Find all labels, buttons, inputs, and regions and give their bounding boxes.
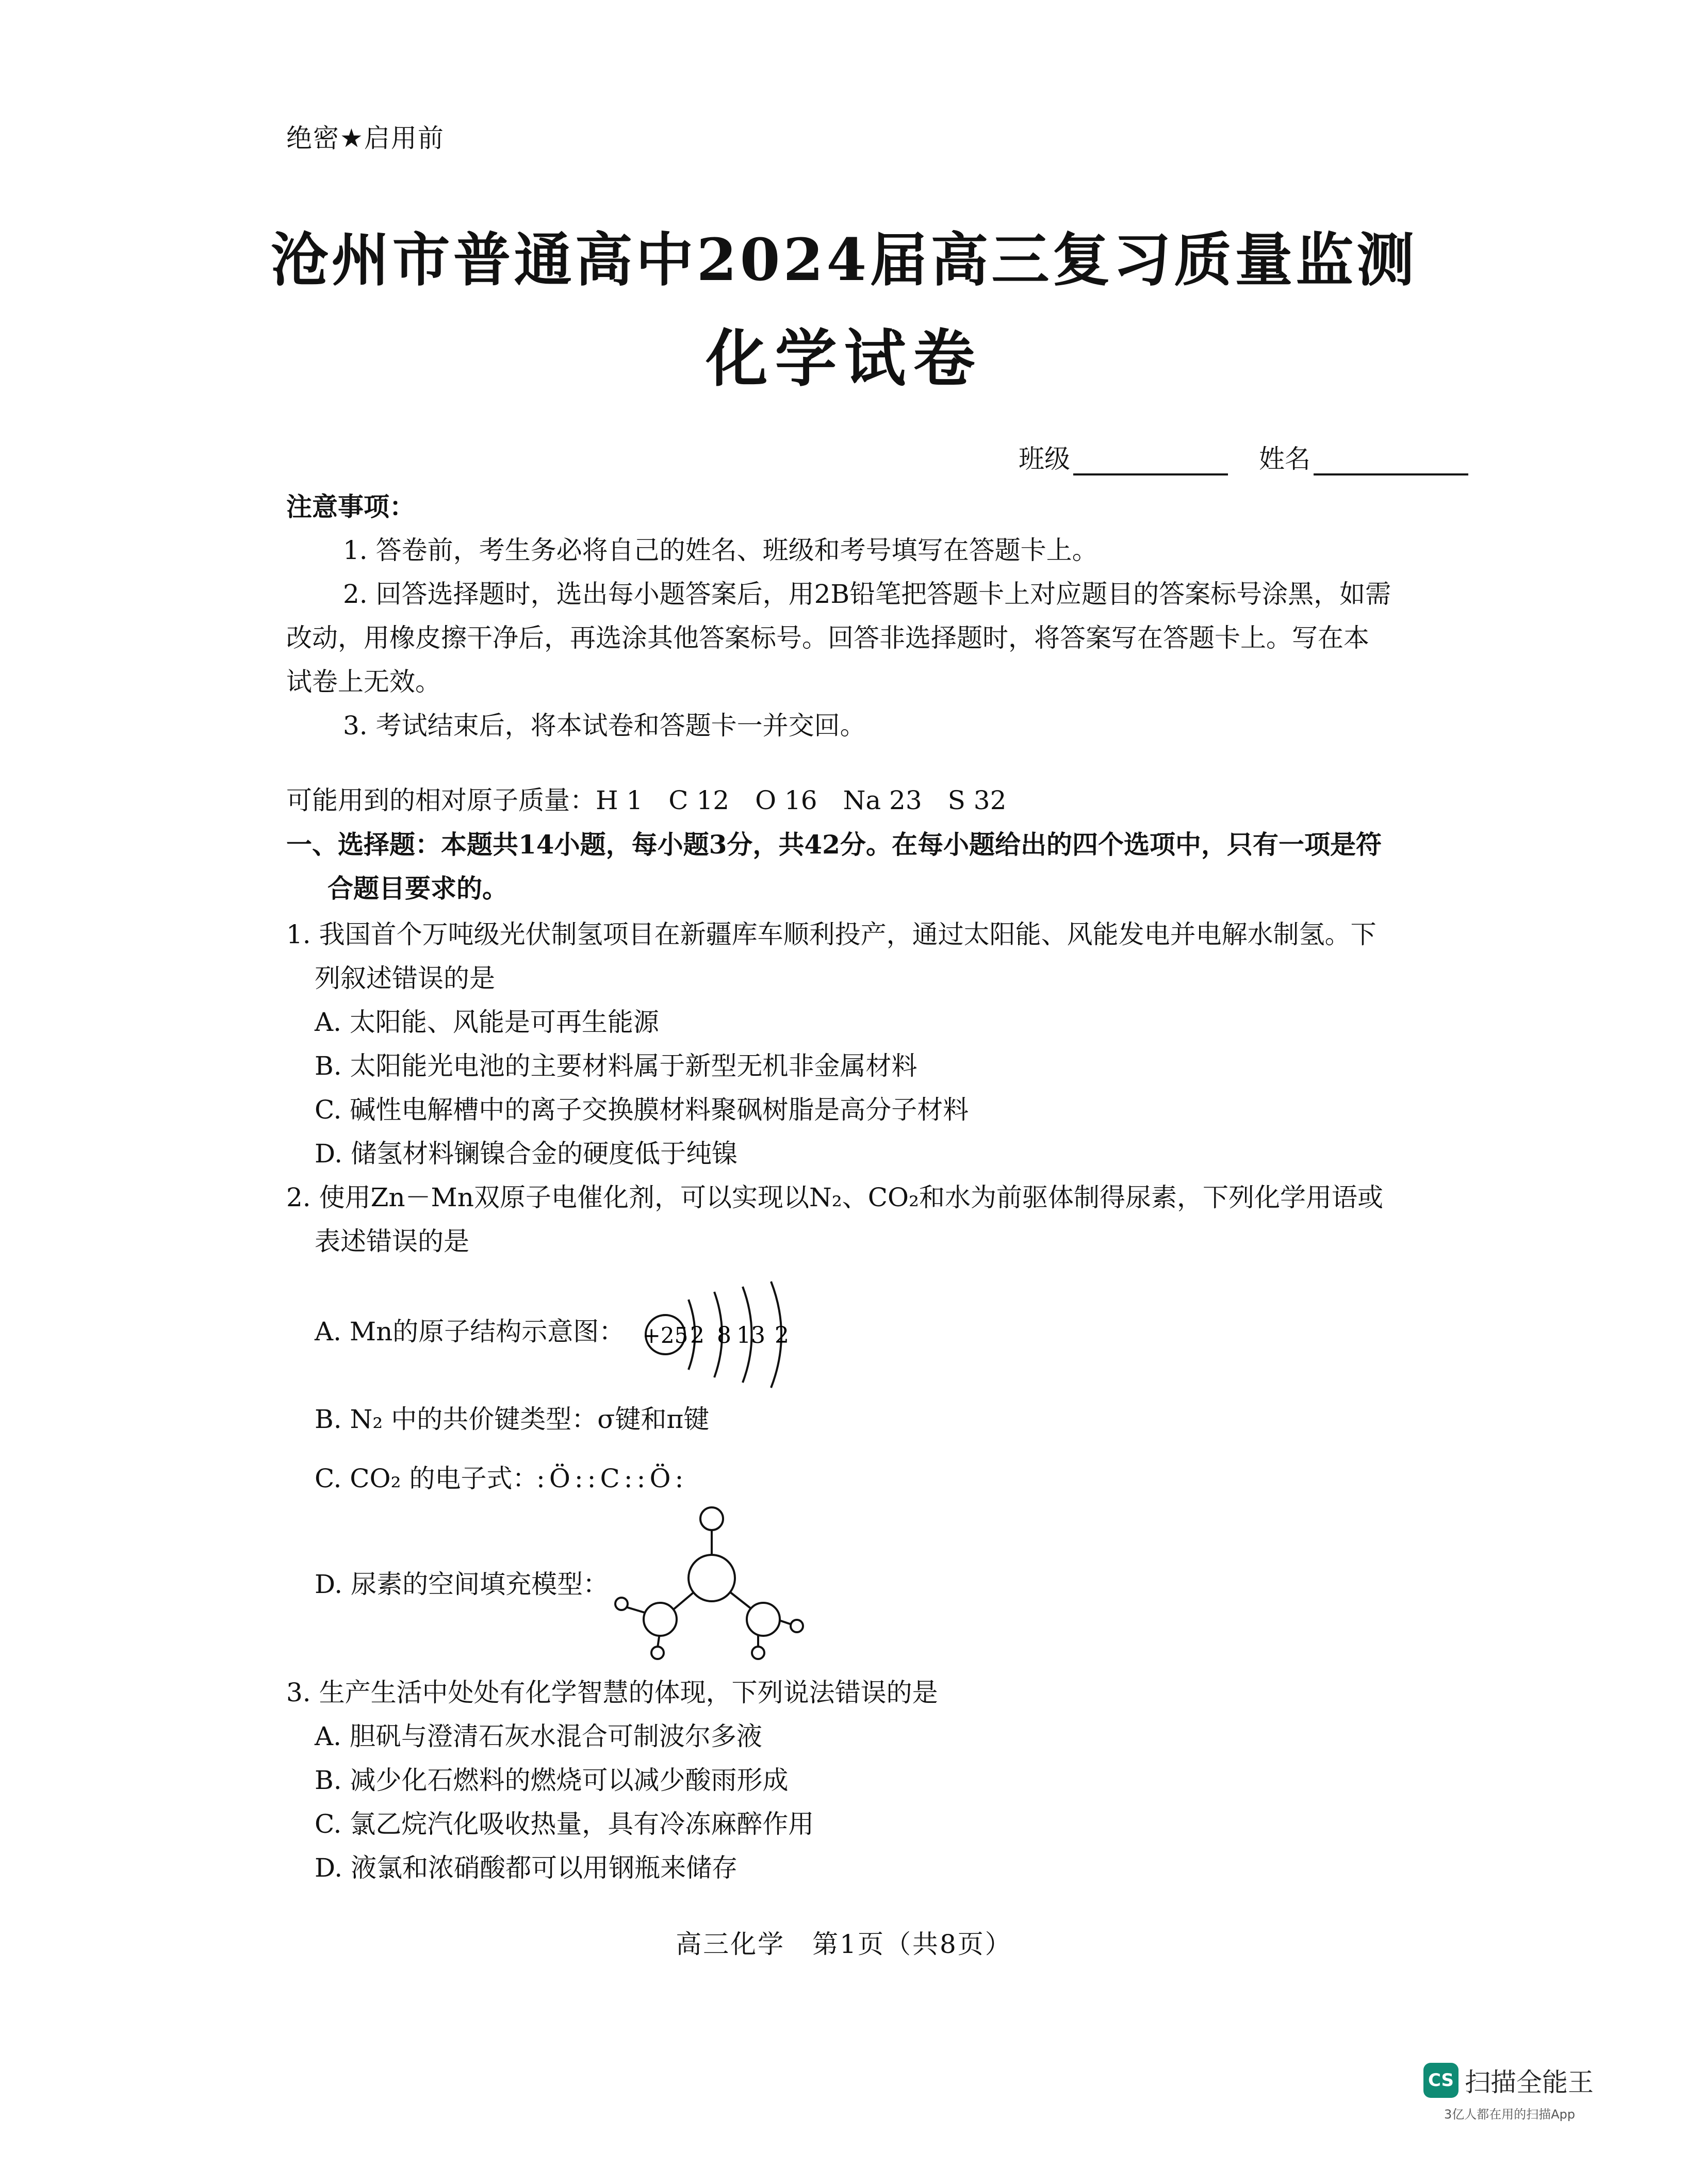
scanner-logo-icon: CS: [1423, 2063, 1458, 2098]
scanner-tagline: 3亿人都在用的扫描App: [1444, 2107, 1576, 2122]
scanner-watermark: [1423, 2062, 1594, 2099]
mn-atomic-structure-diagram: [640, 1274, 805, 1398]
notice-item: 改动，用橡皮擦干净后，再选涂其他答案标号。回答非选择题时，将答案写在答题卡上。写在本: [286, 623, 1369, 653]
question-2-option-b: B. N₂ 中的共价键类型：σ键和π键: [315, 1404, 710, 1434]
question-3-stem: 3. 生产生活中处处有化学智慧的体现，下列说法错误的是: [286, 1678, 938, 1707]
hydrogen-atom: [791, 1620, 803, 1632]
co2-electron-formula: :Ö::C::Ö:: [536, 1464, 688, 1493]
question-1-stem-cont: 列叙述错误的是: [315, 963, 495, 993]
hydrogen-atom: [752, 1647, 764, 1659]
nitrogen-atom-right: [747, 1603, 780, 1636]
question-1-option-d: D. 储氢材料镧镍合金的硬度低于纯镍: [315, 1139, 738, 1169]
section-heading: 一、选择题：本题共14小题，每小题3分，共42分。在每小题给出的四个选项中，只有一项是符: [286, 829, 1382, 860]
question-3-option-d: D. 液氯和浓硝酸都可以用钢瓶来储存: [315, 1853, 738, 1883]
carbon-atom: [689, 1555, 735, 1601]
question-1-option-a: A. 太阳能、风能是可再生能源: [315, 1007, 659, 1037]
question-2-option-a: A. Mn的原子结构示意图：: [315, 1317, 625, 1346]
exam-subtitle: 化学试卷: [706, 322, 982, 395]
notice-item: 试卷上无效。: [286, 667, 441, 697]
name-blank: [1314, 448, 1468, 475]
urea-space-filling-model: [609, 1501, 815, 1666]
student-info-fields: [1019, 438, 1499, 475]
confidential-mark: 绝密★启用前: [286, 123, 445, 153]
class-label: 班级: [1019, 444, 1070, 474]
section-heading-cont: 合题目要求的。: [327, 873, 508, 904]
exam-title: 沧州市普通高中2024届高三复习质量监测: [270, 226, 1418, 294]
nitrogen-atom-left: [644, 1603, 677, 1636]
notice-item: 1. 答卷前，考生务必将自己的姓名、班级和考号填写在答题卡上。: [343, 535, 1098, 565]
atomic-masses: 可能用到的相对原子质量：H 1 C 12 O 16 Na 23 S 32: [286, 785, 1007, 815]
notice-heading: 注意事项：: [286, 491, 415, 522]
question-1-option-c: C. 碱性电解槽中的离子交换膜材料聚砜树脂是高分子材料: [315, 1095, 969, 1125]
class-blank: [1073, 448, 1228, 475]
question-2-stem: 2. 使用Zn－Mn双原子电催化剂，可以实现以N₂、CO₂和水为前驱体制得尿素，下列化学用语或: [286, 1183, 1384, 1212]
shell-electrons-4: 2: [775, 1322, 789, 1349]
question-3-option-c: C. 氯乙烷汽化吸收热量，具有冷冻麻醉作用: [315, 1809, 814, 1839]
oxygen-atom: [700, 1507, 723, 1530]
question-2-option-d: D. 尿素的空间填充模型：: [315, 1569, 609, 1599]
question-3-option-a: A. 胆矾与澄清石灰水混合可制波尔多液: [315, 1721, 762, 1751]
notice-item: 3. 考试结束后，将本试卷和答题卡一并交回。: [343, 711, 866, 741]
question-2-option-c: C. CO₂ 的电子式：: [315, 1464, 538, 1493]
shell-electrons-3: 13: [736, 1322, 765, 1349]
name-label: 姓名: [1259, 444, 1310, 474]
question-1-stem: 1. 我国首个万吨级光伏制氢项目在新疆库车顺利投产，通过太阳能、风能发电并电解水制氢。下: [286, 919, 1376, 949]
question-2-stem-cont: 表述错误的是: [315, 1226, 469, 1256]
nucleus-charge: +25: [642, 1323, 689, 1348]
scanner-app-name: 扫描全能王: [1465, 2067, 1594, 2097]
notice-item: 2. 回答选择题时，选出每小题答案后，用2B铅笔把答题卡上对应题目的答案标号涂黑，如需: [343, 579, 1391, 609]
page-footer: 高三化学 第1页（共8页）: [676, 1929, 1012, 1959]
question-1-option-b: B. 太阳能光电池的主要材料属于新型无机非金属材料: [315, 1051, 917, 1081]
question-3-option-b: B. 减少化石燃料的燃烧可以减少酸雨形成: [315, 1765, 789, 1795]
hydrogen-atom: [615, 1598, 628, 1610]
shell-electrons-1: 2: [690, 1322, 704, 1349]
shell-electrons-2: 8: [717, 1322, 731, 1349]
hydrogen-atom: [651, 1647, 664, 1659]
